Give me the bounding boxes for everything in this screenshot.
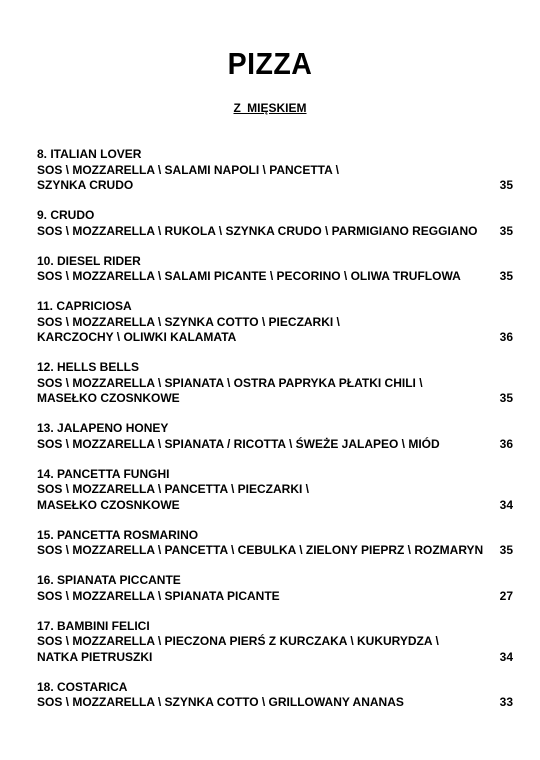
menu-item-ingredients: MASEŁKO CZOSNKOWE bbox=[37, 497, 180, 512]
menu-item-ingredients: SOS \ MOZZARELLA \ SZYNKA COTTO \ PIECZARKI \ bbox=[37, 314, 340, 329]
menu-item-ingredients: SOS \ MOZZARELLA \ SZYNKA COTTO \ GRILLOWANY ANANAS bbox=[37, 695, 404, 709]
menu-item-ingredients: SOS \ MOZZARELLA \ SPIANATA \ OSTRA PAPRYKA PŁATKI CHILI \ bbox=[37, 375, 423, 390]
menu-item-name: 8. ITALIAN LOVER bbox=[37, 147, 142, 161]
menu-item bbox=[37, 421, 517, 452]
menu-item-price: 34 bbox=[499, 649, 513, 664]
menu-item-price: 34 bbox=[499, 497, 513, 512]
menu-item-ingredients: SOS \ MOZZARELLA \ RUKOLA \ SZYNKA CRUDO \ PARMIGIANO REGGIANO bbox=[37, 223, 478, 238]
menu-item-price: 33 bbox=[499, 695, 513, 709]
menu-item-ingredients: SOS \ MOZZARELLA \ SPIANATA / RICOTTA \ ŚWEŻE JALAPEO \ MIÓD bbox=[37, 436, 440, 451]
menu-item bbox=[37, 528, 517, 559]
menu-item-ingredients: SOS \ MOZZARELLA \ SALAMI NAPOLI \ PANCETTA \ bbox=[37, 162, 339, 177]
menu-item-price: 35 bbox=[499, 178, 513, 192]
menu-item bbox=[37, 619, 517, 666]
menu-item-ingredients: MASEŁKO CZOSNKOWE bbox=[37, 391, 180, 405]
menu-item-ingredients: SOS \ MOZZARELLA \ PIECZONA PIERŚ Z KURCZAKA \ KUKURYDZA \ bbox=[37, 634, 439, 648]
menu-item-price: 36 bbox=[499, 436, 513, 451]
menu-item-name: 11. CAPRICIOSA bbox=[37, 299, 132, 313]
menu-item-ingredients: KARCZOCHY \ OLIWKI KALAMATA bbox=[37, 330, 237, 344]
menu-item-ingredients: SZYNKA CRUDO bbox=[37, 178, 134, 192]
menu-item bbox=[37, 254, 517, 285]
menu-item-price: 35 bbox=[499, 391, 513, 405]
menu-item-price: 36 bbox=[499, 330, 513, 344]
page-title: PIZZA bbox=[227, 46, 313, 81]
menu-item bbox=[37, 467, 517, 514]
menu-item-name: 16. SPIANATA PICCANTE bbox=[37, 573, 181, 587]
menu-item bbox=[37, 680, 517, 711]
menu-item-price: 35 bbox=[499, 543, 513, 557]
menu-item bbox=[37, 299, 517, 346]
menu-item-name: 14. PANCETTA FUNGHI bbox=[37, 466, 170, 481]
menu-item-price: 35 bbox=[499, 223, 513, 238]
section-subtitle: Z MIĘSKIEM bbox=[233, 101, 307, 115]
menu-item-name: 17. BAMBINI FELICI bbox=[37, 618, 150, 633]
menu-item-ingredients: SOS \ MOZZARELLA \ SALAMI PICANTE \ PECORINO \ OLIWA TRUFLOWA bbox=[37, 269, 461, 283]
menu-item-name: 10. DIESEL RIDER bbox=[37, 253, 141, 268]
menu-item-name: 15. PANCETTA ROSMARINO bbox=[37, 527, 199, 542]
menu-item-ingredients: SOS \ MOZZARELLA \ SPIANATA PICANTE bbox=[37, 588, 280, 603]
menu-item bbox=[37, 360, 517, 407]
menu-item-name: 9. CRUDO bbox=[37, 208, 95, 222]
menu-item bbox=[37, 573, 517, 604]
menu-item-name: 12. HELLS BELLS bbox=[37, 360, 140, 374]
menu-list bbox=[37, 147, 517, 725]
menu-item-name: 18. COSTARICA bbox=[37, 679, 128, 694]
menu-item-name: 13. JALAPENO HONEY bbox=[37, 421, 169, 435]
menu-item bbox=[37, 147, 517, 194]
menu-item-ingredients: SOS \ MOZZARELLA \ PANCETTA \ PIECZARKI \ bbox=[37, 482, 309, 496]
menu-item-price: 35 bbox=[499, 269, 513, 283]
menu-item-ingredients: SOS \ MOZZARELLA \ PANCETTA \ CEBULKA \ ZIELONY PIEPRZ \ ROZMARYN bbox=[37, 543, 484, 557]
menu-item bbox=[37, 208, 517, 239]
menu-item-price: 27 bbox=[499, 588, 513, 603]
menu-item-ingredients: NATKA PIETRUSZKI bbox=[37, 649, 153, 664]
